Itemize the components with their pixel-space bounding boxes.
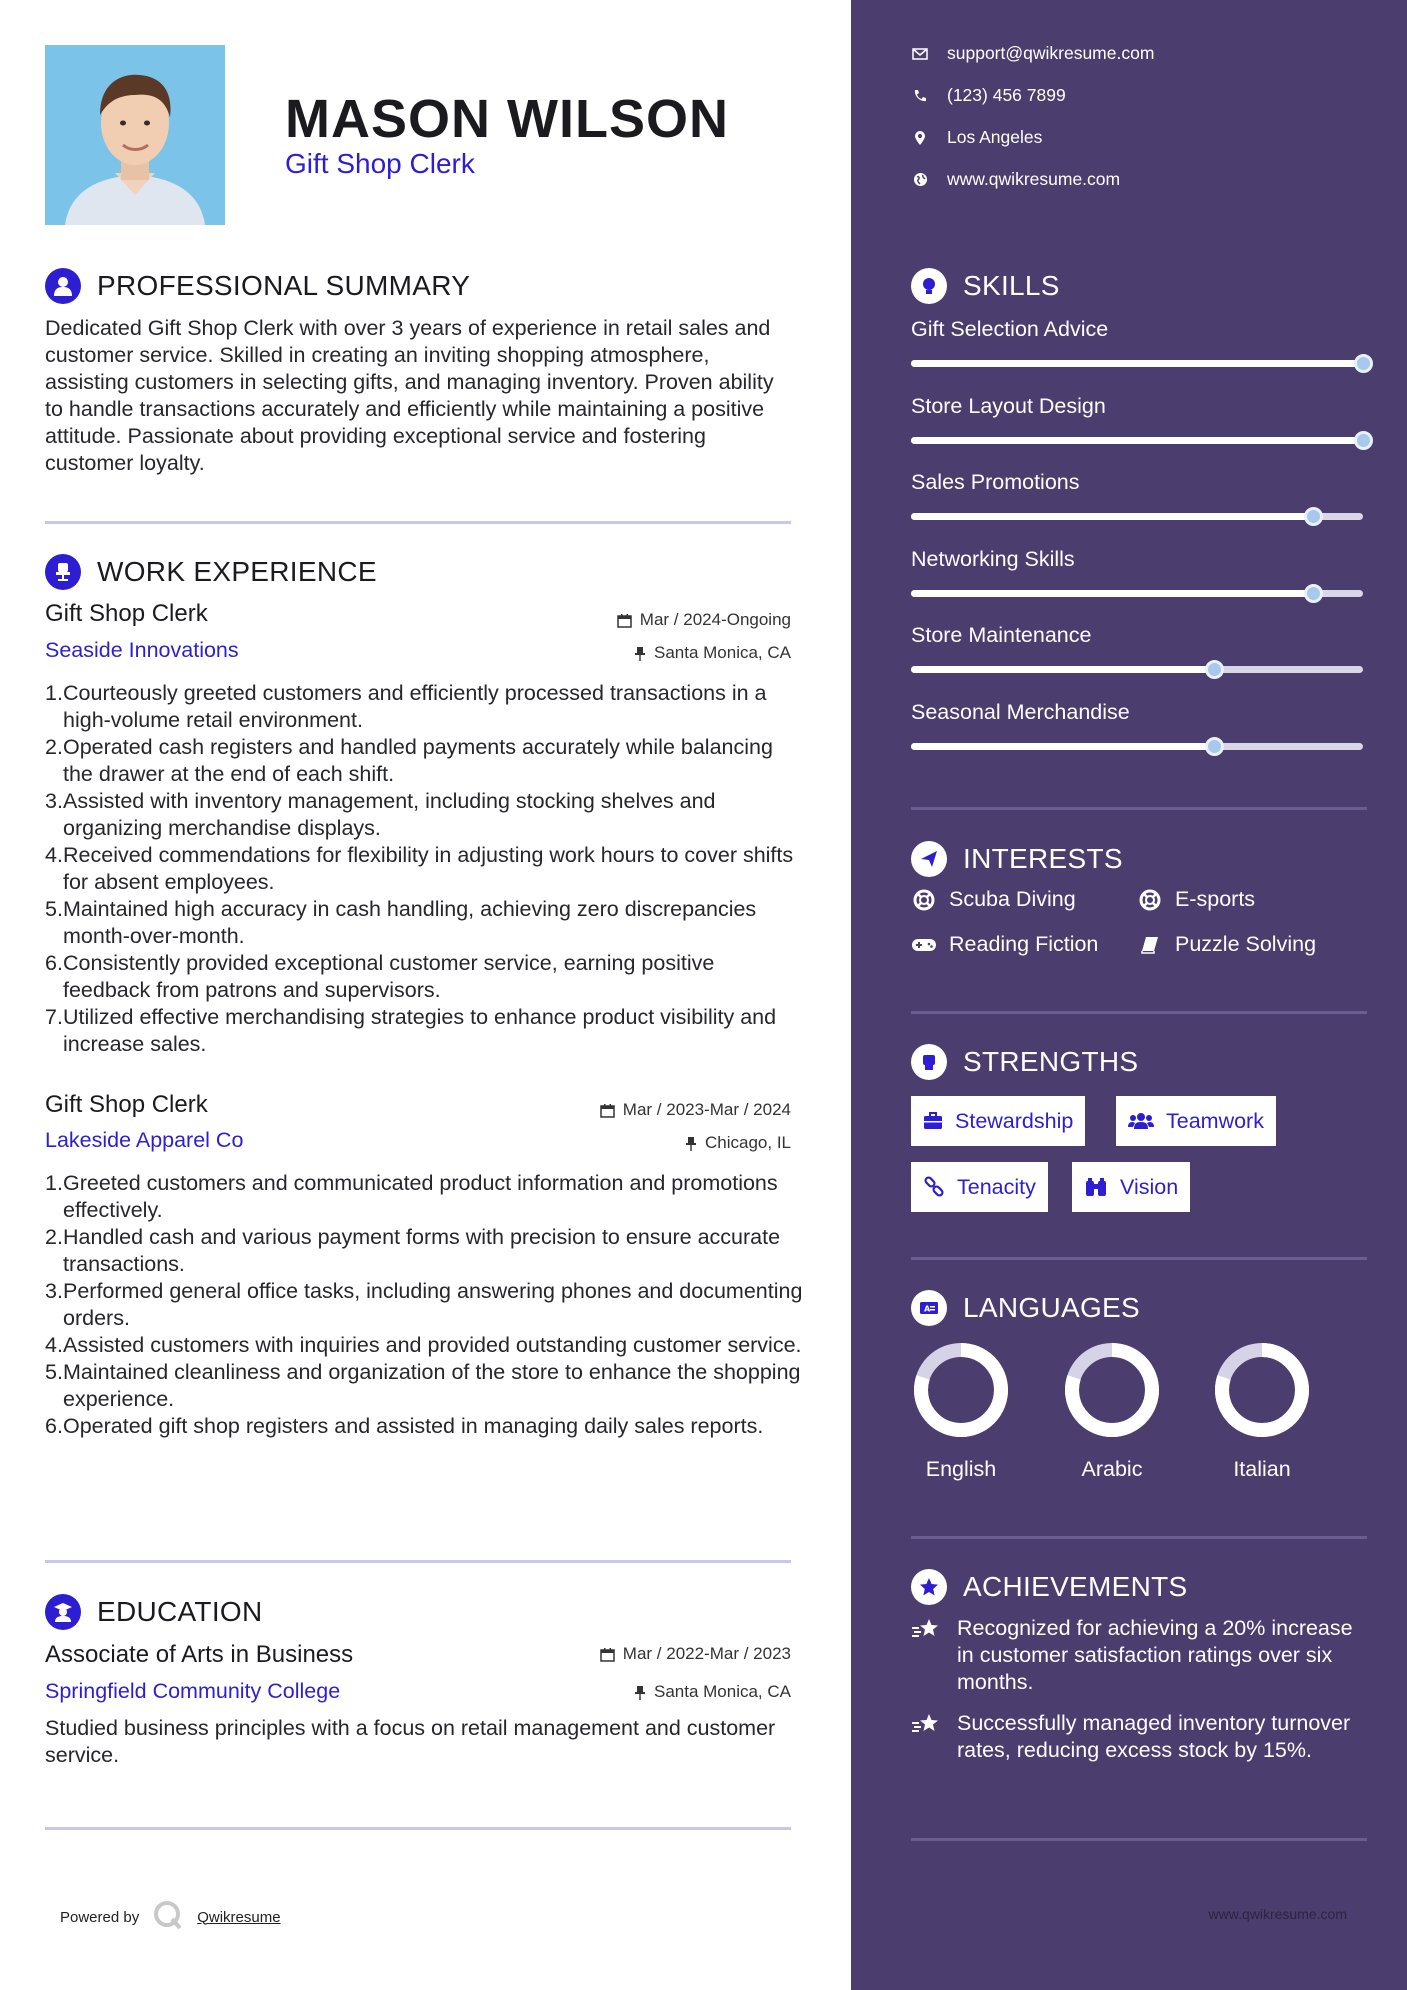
- star-badge-icon: [911, 1569, 947, 1605]
- interest-label: Puzzle Solving: [1175, 932, 1317, 956]
- profile-photo: [45, 45, 225, 225]
- strength-label: Teamwork: [1166, 1108, 1264, 1133]
- shooting-star-icon: [911, 1617, 943, 1696]
- education-heading: EDUCATION: [97, 1596, 263, 1627]
- language-icon: [911, 1290, 947, 1326]
- education-header: [45, 1594, 263, 1630]
- strengths-heading: STRENGTHS: [963, 1046, 1139, 1077]
- job-dates: [617, 610, 791, 630]
- skill-bar-knob: [1354, 354, 1373, 373]
- binoculars-icon: [1084, 1177, 1108, 1197]
- achievement-item: [911, 1615, 1367, 1696]
- candidate-name: MASON WILSON: [285, 89, 729, 149]
- section-divider: [45, 1827, 791, 1830]
- calendar-icon: [617, 613, 632, 628]
- calendar-icon: [600, 1103, 615, 1118]
- skill-label: Gift Selection Advice: [911, 317, 1109, 341]
- skill-bar-fill: [911, 360, 1363, 367]
- list-item: 4. Received commendations for flexibility in adjusting work hours to cover shifts for absent employees.: [45, 843, 794, 894]
- school-name: Springfield Community College: [45, 1679, 341, 1703]
- skills-heading: SKILLS: [963, 270, 1060, 301]
- skills-header: [911, 268, 1060, 304]
- language-item: [1057, 1342, 1167, 1482]
- skill-label: Networking Skills: [911, 546, 1075, 571]
- life-ring-icon: [1137, 889, 1163, 911]
- skill-bar: [911, 360, 1363, 367]
- list-item: 3. Assisted with inventory management, including stocking shelves and organizing merchandise displays.: [45, 789, 716, 840]
- job-location-text: Chicago, IL: [705, 1133, 791, 1152]
- skill-bar-knob: [1205, 660, 1224, 679]
- list-item: 3. Performed general office tasks, including answering phones and documenting orders.: [45, 1279, 803, 1330]
- section-divider: [45, 521, 791, 524]
- contact-location: [911, 127, 1042, 148]
- language-level-ring: [1214, 1342, 1310, 1438]
- list-item: 6. Operated gift shop registers and assisted in managing daily sales reports.: [45, 1414, 764, 1438]
- strength-tag: [1072, 1162, 1190, 1212]
- skill-bar-knob: [1304, 584, 1323, 603]
- job-dates: [600, 1100, 791, 1120]
- interest-item: [911, 932, 1098, 957]
- degree-title: Associate of Arts in Business: [45, 1641, 354, 1668]
- list-item: 5. Maintained cleanliness and organization of the store to enhance the shopping experience.: [45, 1360, 801, 1411]
- skill-bar-knob: [1205, 737, 1224, 756]
- work-heading: WORK EXPERIENCE: [97, 556, 377, 587]
- interests-heading: INTERESTS: [963, 843, 1123, 874]
- language-level-ring: [1064, 1342, 1160, 1438]
- list-item: 4. Assisted customers with inquiries and provided outstanding customer service.: [45, 1333, 802, 1357]
- skill-bar: [911, 666, 1363, 673]
- skill-bar-fill: [911, 666, 1214, 673]
- interest-label: E-sports: [1175, 887, 1256, 911]
- achievements-heading: ACHIEVEMENTS: [963, 1571, 1188, 1602]
- languages-header: [911, 1290, 1140, 1326]
- qwikresume-link[interactable]: Qwikresume: [197, 1908, 281, 1926]
- achievement-text: Recognized for achieving a 20% increase in customer satisfaction ratings over six months.: [957, 1616, 1353, 1694]
- list-item: 2. Operated cash registers and handled payments accurately while balancing the drawer at the end of each shift.: [45, 735, 773, 786]
- skill-bar-fill: [911, 743, 1214, 750]
- pin-icon: [634, 646, 646, 661]
- contact-phone: [911, 85, 1066, 106]
- section-divider: [911, 1838, 1367, 1841]
- job-location: [685, 1133, 791, 1153]
- language-label: Arabic: [1081, 1457, 1143, 1481]
- strength-label: Tenacity: [957, 1174, 1036, 1199]
- paper-plane-icon: [911, 841, 947, 877]
- email-text[interactable]: support@qwikresume.com: [947, 43, 1155, 63]
- strength-tag: [911, 1096, 1085, 1146]
- pin-icon: [685, 1136, 697, 1151]
- list-item: 1. Courteously greeted customers and efficiently processed transactions in a high-volume retail environment.: [45, 681, 767, 732]
- company-name: Seaside Innovations: [45, 638, 239, 662]
- section-divider: [911, 1011, 1367, 1014]
- envelope-icon: [911, 48, 929, 60]
- skill-bar-knob: [1354, 431, 1373, 450]
- website-text[interactable]: www.qwikresume.com: [947, 169, 1121, 189]
- shooting-star-icon: [911, 1712, 943, 1764]
- list-item: 7. Utilized effective merchandising strategies to enhance product visibility and increase sales.: [45, 1005, 777, 1056]
- candidate-title: Gift Shop Clerk: [285, 148, 475, 179]
- education-dates-text: Mar / 2022-Mar / 2023: [622, 1644, 791, 1663]
- job-dates-text: Mar / 2023-Mar / 2024: [622, 1100, 791, 1119]
- skill-label: Store Layout Design: [911, 393, 1106, 418]
- language-item: [906, 1342, 1016, 1482]
- interest-item: [1137, 932, 1316, 957]
- pin-icon: [634, 1685, 646, 1700]
- language-label: English: [925, 1457, 997, 1481]
- list-item: 2. Handled cash and various payment forms with precision to ensure accurate transactions.: [45, 1225, 781, 1276]
- graduate-icon: [45, 1594, 81, 1630]
- briefcase-icon: [923, 1112, 943, 1130]
- education-location-text: Santa Monica, CA: [653, 1682, 791, 1701]
- section-divider: [911, 1536, 1367, 1539]
- users-icon: [1128, 1112, 1154, 1130]
- interest-item: [1137, 887, 1255, 912]
- achievement-item: [911, 1710, 1367, 1764]
- job-location-text: Santa Monica, CA: [653, 643, 791, 662]
- skill-bar-fill: [911, 513, 1313, 520]
- svg-text:A: A: [924, 1304, 931, 1314]
- skill-label: Sales Promotions: [911, 470, 1080, 494]
- skill-bar-fill: [911, 437, 1363, 444]
- work-header: [45, 554, 377, 590]
- skill-bar-knob: [1304, 507, 1323, 526]
- language-label: Italian: [1233, 1457, 1291, 1481]
- sidebar: [851, 0, 1407, 1990]
- languages-heading: LANGUAGES: [963, 1292, 1140, 1323]
- strengths-header: [911, 1044, 1138, 1080]
- phone-icon: [911, 89, 929, 103]
- book-icon: [1137, 935, 1163, 955]
- qwikresume-logo-icon: [153, 1900, 183, 1934]
- strength-label: Stewardship: [955, 1108, 1074, 1133]
- education-description: Studied business principles with a focus on retail management and customer service.: [45, 1716, 776, 1767]
- contact-website: [911, 169, 1120, 190]
- powered-by-label: Powered by: [60, 1908, 140, 1926]
- job-title: Gift Shop Clerk: [45, 1091, 208, 1118]
- strength-tag: [1116, 1096, 1276, 1146]
- location-text: Los Angeles: [947, 127, 1043, 147]
- contact-email: [911, 43, 1154, 64]
- map-marker-icon: [911, 130, 929, 146]
- skill-label: Store Maintenance: [911, 623, 1092, 647]
- calendar-icon: [600, 1647, 615, 1662]
- life-ring-icon: [911, 889, 937, 911]
- interest-label: Reading Fiction: [949, 932, 1099, 956]
- skill-bar: [911, 513, 1363, 520]
- phone-text: (123) 456 7899: [947, 85, 1066, 105]
- profile-photo-image: [45, 45, 225, 225]
- summary-text: Dedicated Gift Shop Clerk with over 3 years of experience in retail sales and customer service. Skilled in creating an inviting shopping atmosphere, assisting customers in selecting gifts, and managing inventory. Proven ability to handle transactions accurately and efficiently while maintaining a positive attitude. Passionate about providing exceptional service and fostering customer loyalty.: [45, 316, 774, 475]
- chair-icon: [45, 554, 81, 590]
- section-divider: [45, 1560, 791, 1563]
- list-item: 5. Maintained high accuracy in cash handling, achieving zero discrepancies month-over-month.: [45, 897, 757, 948]
- lightbulb-icon: [911, 268, 947, 304]
- list-item: 1. Greeted customers and communicated product information and promotions effectively.: [45, 1171, 778, 1222]
- interests-header: [911, 841, 1123, 877]
- section-divider: [911, 1257, 1367, 1260]
- strength-tag: [911, 1162, 1048, 1212]
- user-icon: [45, 268, 81, 304]
- education-location: [634, 1682, 791, 1702]
- gamepad-icon: [911, 937, 937, 953]
- education-dates: [600, 1644, 791, 1664]
- interest-item: [911, 887, 1076, 912]
- footer-website[interactable]: www.qwikresume.com: [1208, 1906, 1347, 1922]
- job-bullets: [45, 680, 805, 1058]
- interest-label: Scuba Diving: [949, 887, 1076, 911]
- skill-bar: [911, 590, 1363, 597]
- summary-heading: PROFESSIONAL SUMMARY: [97, 270, 471, 301]
- skill-bar: [911, 743, 1363, 750]
- strength-label: Vision: [1120, 1174, 1179, 1199]
- job-title: Gift Shop Clerk: [45, 600, 208, 627]
- achievement-text: Successfully managed inventory turnover rates, reducing excess stock by 15%.: [957, 1711, 1351, 1762]
- summary-header: [45, 268, 470, 304]
- job-location: [634, 643, 791, 663]
- link-icon: [923, 1176, 945, 1198]
- skill-bar-fill: [911, 590, 1313, 597]
- job-bullets: [45, 1170, 805, 1440]
- language-item: [1207, 1342, 1317, 1482]
- language-level-ring: [913, 1342, 1009, 1438]
- powered-by: [60, 1900, 281, 1934]
- achievements-header: [911, 1569, 1188, 1605]
- job-dates-text: Mar / 2024-Ongoing: [639, 610, 791, 629]
- section-divider: [911, 807, 1367, 810]
- fist-icon: [911, 1044, 947, 1080]
- skill-label: Seasonal Merchandise: [911, 699, 1130, 724]
- skill-bar: [911, 437, 1363, 444]
- list-item: 6. Consistently provided exceptional customer service, earning positive feedback from patrons and supervisors.: [45, 951, 715, 1002]
- globe-icon: [911, 172, 929, 187]
- company-name: Lakeside Apparel Co: [45, 1128, 244, 1152]
